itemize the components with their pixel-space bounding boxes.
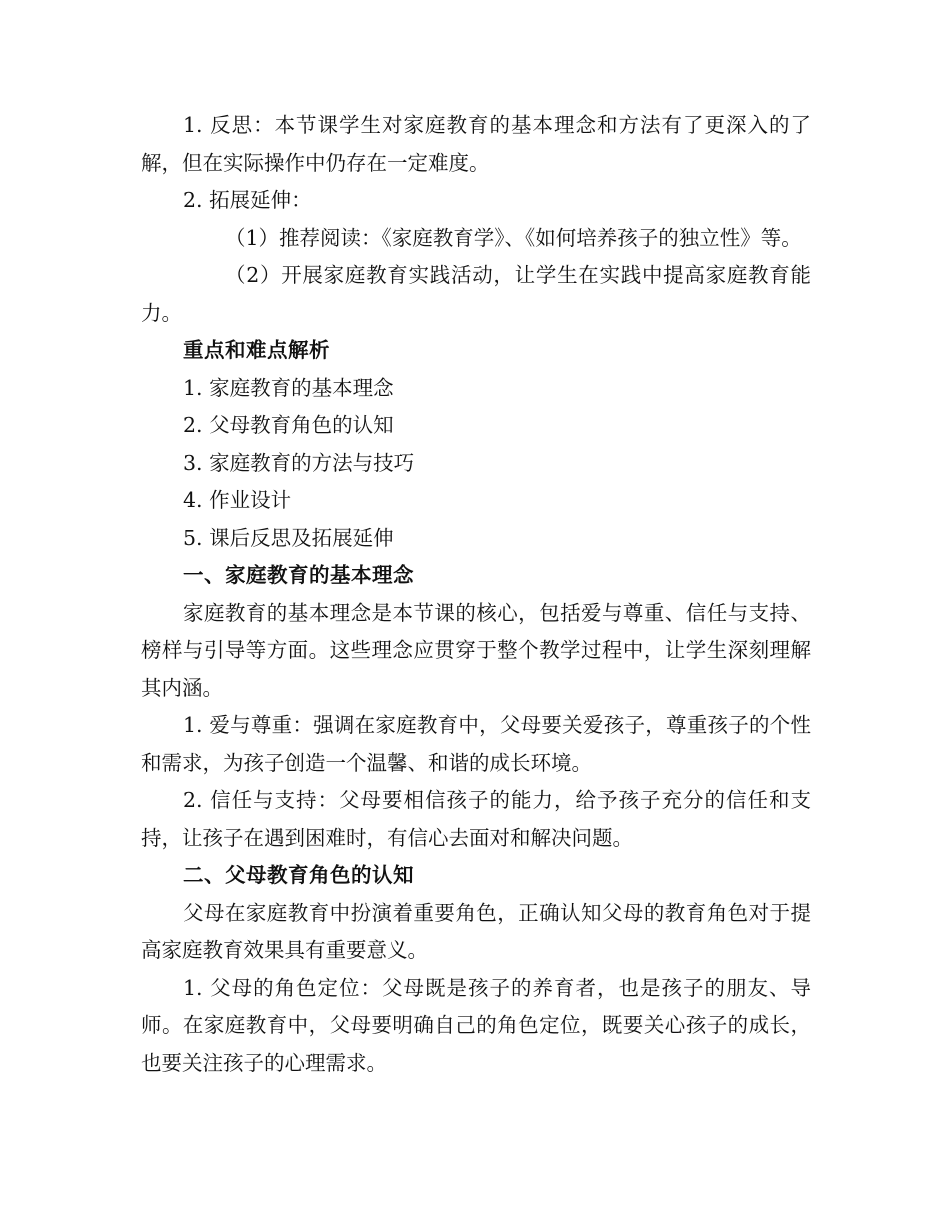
- section-heading-key-points: 重点和难点解析: [183, 338, 330, 362]
- key-point-item: 4. 作业设计: [183, 488, 292, 512]
- key-point-item: 3. 家庭教育的方法与技巧: [183, 450, 415, 475]
- extension-paragraph: 2. 拓展延伸：: [183, 188, 312, 212]
- reading-recommendation: （1）推荐阅读：《家庭教育学》、《如何培养孩子的独立性》等。: [225, 225, 802, 250]
- body-paragraph: 1. 爱与尊重：强调在家庭教育中，父母要关爱孩子，尊重孩子的个性和需求，为孩子创造一个温馨、和谐的成长环境。: [141, 713, 811, 775]
- key-point-item: 1. 家庭教育的基本理念: [183, 375, 394, 400]
- document-body: [141, 107, 811, 1082]
- key-point-item: 5. 课后反思及拓展延伸: [183, 525, 394, 550]
- section-heading-basic-concepts: 一、家庭教育的基本理念: [183, 563, 414, 587]
- key-point-item: 2. 父母教育角色的认知: [183, 413, 394, 437]
- body-paragraph: 1. 父母的角色定位：父母既是孩子的养育者，也是孩子的朋友、导师。在家庭教育中，父母要明确自己的角色定位，既要关心孩子的成长，也要关注孩子的心理需求。: [141, 975, 811, 1075]
- body-paragraph: 2. 信任与支持：父母要相信孩子的能力，给予孩子充分的信任和支持，让孩子在遇到困难时，有信心去面对和解决问题。: [141, 788, 811, 850]
- practice-activity: （2）开展家庭教育实践活动，让学生在实践中提高家庭教育能力。: [141, 263, 811, 325]
- reflection-paragraph: 1. 反思：本节课学生对家庭教育的基本理念和方法有了更深入的了解，但在实际操作中仍存在一定难度。: [141, 113, 811, 175]
- section-heading-parent-roles: 二、父母教育角色的认知: [183, 863, 414, 887]
- body-paragraph: 家庭教育的基本理念是本节课的核心，包括爱与尊重、信任与支持、榜样与引导等方面。这些理念应贯穿于整个教学过程中，让学生深刻理解其内涵。: [141, 600, 811, 700]
- body-paragraph: 父母在家庭教育中扮演着重要角色，正确认知父母的教育角色对于提高家庭教育效果具有重要意义。: [141, 900, 811, 962]
